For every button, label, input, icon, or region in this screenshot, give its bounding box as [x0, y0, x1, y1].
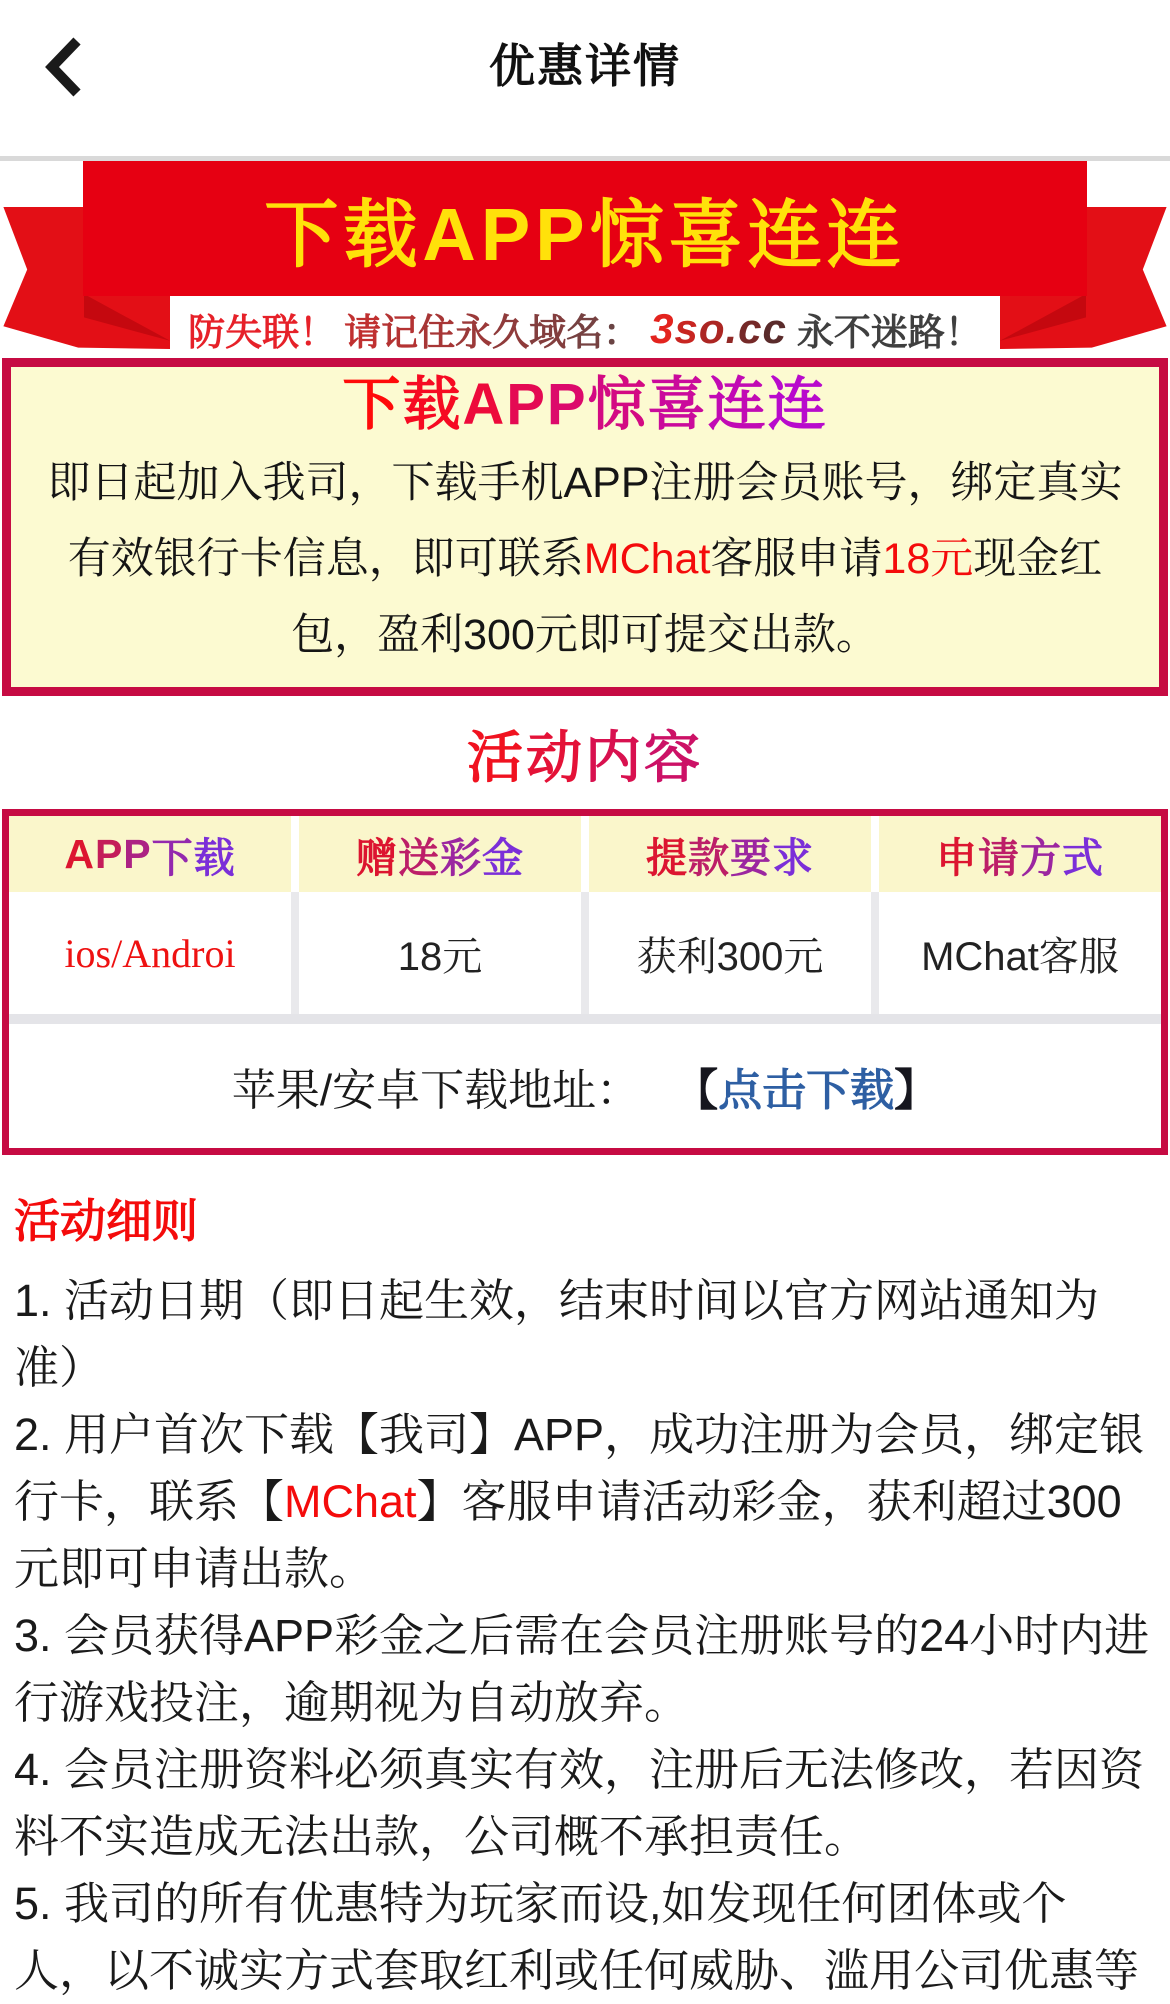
download-address-label: 苹果/安卓下载地址： [231, 1066, 641, 1115]
table-header-row [9, 816, 1161, 892]
promo-title: 下载APP惊喜连连 [342, 372, 828, 437]
bracket-open: 【 [674, 1066, 719, 1115]
rule-item: 5. 我司的所有优惠特为玩家而设,如发现任何团体或个人，以不诚实方式套取红利或任何威胁、滥用公司优惠等 [14, 1878, 1140, 1996]
table-cell-withdraw-requirement: 获利300元 [589, 892, 871, 1014]
table-row [9, 892, 1161, 1014]
promo-description-box [2, 358, 1168, 696]
table-header-cell: 提 款 要 求 [589, 816, 871, 892]
page-title: 优惠详情 [489, 40, 681, 92]
activity-rules [0, 1185, 1170, 2004]
table-footer-row [9, 1024, 1161, 1148]
notice-warning-text: 防失联！ [188, 312, 337, 353]
table-header-cell: 申 请 方 式 [879, 816, 1161, 892]
table-row-separator [9, 1014, 1161, 1024]
ribbon-body [83, 161, 1087, 296]
section-title-activity-content: 活动内容 [467, 726, 703, 789]
table-cell-bonus: 18元 [299, 892, 581, 1014]
permanent-domain: 3so.cc [650, 305, 787, 352]
table-cell-app-platform: ios/Androi [9, 892, 291, 1014]
promo-banner [0, 161, 1170, 358]
rule-item: 1. 活动日期（即日起生效，结束时间以官方网站通知为准） [14, 1275, 1100, 1393]
table-header-cell: A P P 下 载 [9, 816, 291, 892]
activity-table [2, 809, 1168, 1155]
notice-remember-text: 请记住永久域名： [344, 312, 641, 353]
table-cell-apply-method: MChat客服 [879, 892, 1161, 1014]
rules-list [14, 1267, 1156, 2004]
click-to-download-link[interactable]: 点击下载 [718, 1066, 895, 1115]
rule-item: 2. 用户首次下载【我司】APP，成功注册为会员，绑定银行卡，联系【MChat】客服申请活动彩金，获利超过300元即可申请出款。 [14, 1409, 1145, 1594]
domain-notice [170, 301, 1000, 357]
notice-tail-text: 永不迷路！ [796, 312, 982, 353]
app-bar [0, 0, 1170, 156]
promo-body-text: 即日起加入我司，下载手机APP注册会员账号，绑定真实有效银行卡信息，即可联系MChat客服申请18元现金红包，盈利300元即可提交出款。 [47, 459, 1123, 659]
rules-title: 活动细则 [14, 1195, 198, 1247]
table-header-cell: 赠 送 彩 金 [299, 816, 581, 892]
rule-item: 3. 会员获得APP彩金之后需在会员注册账号的24小时内进行游戏投注，逾期视为自动放弃。 [14, 1610, 1150, 1728]
bracket-close: 】 [894, 1066, 939, 1115]
rule-item: 4. 会员注册资料必须真实有效，注册后无法修改，若因资料不实造成无法出款，公司概不承担责任。 [14, 1744, 1145, 1862]
banner-title: 下载APP惊喜连连 [264, 192, 906, 276]
